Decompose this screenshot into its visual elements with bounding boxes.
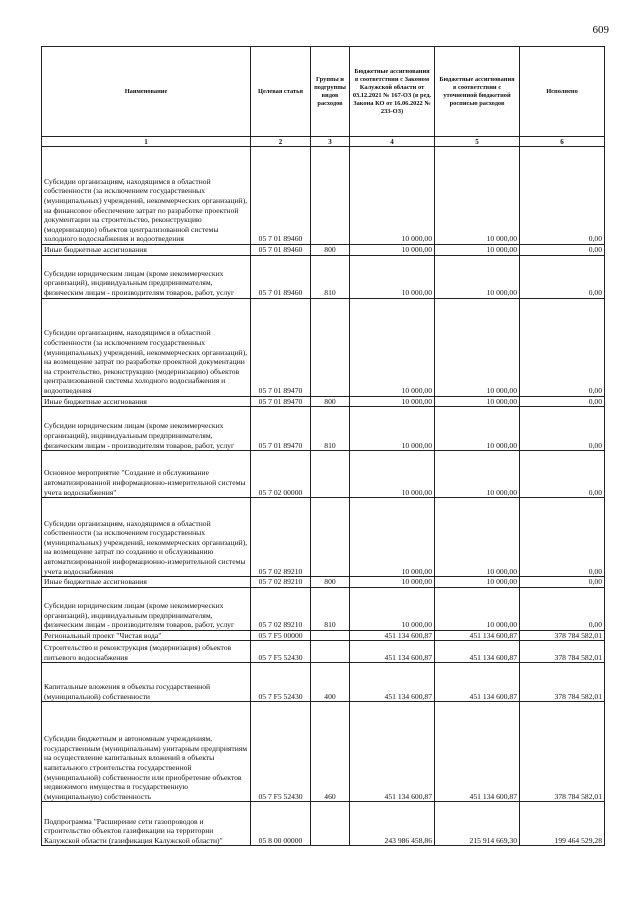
header-executed: Исполнено <box>520 47 605 137</box>
row-name-cell: Субсидии организациям, находящимся в областной собственности (за исключением государственных (муниципальных) учреждений, некоммерческих организаций), на возмещение затрат по созданию и обслуживанию автоматизированной информационно-измерительной системы учета водоснабжения <box>42 498 251 577</box>
row-code-cell: 05 7 F5 52430 <box>251 663 311 702</box>
table-body <box>42 147 605 846</box>
row-refined-amount-cell: 451 134 600,87 <box>435 702 520 802</box>
row-refined-amount-cell: 451 134 600,87 <box>435 663 520 702</box>
column-number-row <box>42 137 605 147</box>
table-row <box>42 245 605 256</box>
row-refined-amount-cell: 10 000,00 <box>435 587 520 630</box>
row-name-cell: Региональный проект "Чистая вода" <box>42 630 251 641</box>
row-name-cell: Иные бюджетные ассигнования <box>42 245 251 256</box>
row-name-cell: Субсидии бюджетным и автономным учреждениям, государственным (муниципальным) унитарным предприятиям на осуществление капитальных вложений в объекты капитального строительства государственной (муниципальной) собственности или приобретение объектов недвижимого имущества в государственную (муниципальную) собственность <box>42 702 251 802</box>
row-group-cell: 810 <box>311 407 350 451</box>
table-row <box>42 587 605 630</box>
row-group-cell: 800 <box>311 577 350 588</box>
row-executed-amount-cell: 199 464 529,28 <box>520 802 605 846</box>
row-law-amount-cell: 10 000,00 <box>350 147 435 245</box>
row-group-cell: 800 <box>311 396 350 407</box>
table-row <box>42 498 605 577</box>
row-name-cell: Строительство и реконструкция (модернизация) объектов питьевого водоснабжения <box>42 641 251 663</box>
row-executed-amount-cell: 0,00 <box>520 255 605 298</box>
row-law-amount-cell: 10 000,00 <box>350 498 435 577</box>
row-group-cell: 810 <box>311 255 350 298</box>
header-refined: Бюджетные ассигнования в соответствии с уточненной бюджетной росписью расходов <box>435 47 520 137</box>
row-group-cell <box>311 147 350 245</box>
row-law-amount-cell: 451 134 600,87 <box>350 663 435 702</box>
row-group-cell: 800 <box>311 245 350 256</box>
row-group-cell: 400 <box>311 663 350 702</box>
table-row <box>42 255 605 298</box>
row-code-cell: 05 7 02 89210 <box>251 498 311 577</box>
row-group-cell <box>311 298 350 396</box>
row-group-cell: 810 <box>311 587 350 630</box>
table-row <box>42 802 605 846</box>
column-number: 1 <box>42 137 251 147</box>
row-refined-amount-cell: 215 914 669,30 <box>435 802 520 846</box>
row-code-cell: 05 7 02 00000 <box>251 451 311 498</box>
row-executed-amount-cell: 0,00 <box>520 577 605 588</box>
row-group-cell <box>311 630 350 641</box>
column-number: 2 <box>251 137 311 147</box>
row-law-amount-cell: 10 000,00 <box>350 245 435 256</box>
row-refined-amount-cell: 10 000,00 <box>435 498 520 577</box>
column-number: 6 <box>520 137 605 147</box>
row-executed-amount-cell: 0,00 <box>520 451 605 498</box>
row-law-amount-cell: 10 000,00 <box>350 577 435 588</box>
row-refined-amount-cell: 10 000,00 <box>435 245 520 256</box>
row-name-cell: Капитальные вложения в объекты государственной (муниципальной) собственности <box>42 663 251 702</box>
column-number: 5 <box>435 137 520 147</box>
table-row <box>42 702 605 802</box>
row-name-cell: Субсидии юридическим лицам (кроме некоммерческих организаций), индивидуальным предпринимателям, физическим лицам - производителям товаров, работ, услуг <box>42 407 251 451</box>
row-refined-amount-cell: 10 000,00 <box>435 298 520 396</box>
row-group-cell <box>311 498 350 577</box>
row-code-cell: 05 7 01 89470 <box>251 298 311 396</box>
header-row <box>42 47 605 137</box>
column-number: 4 <box>350 137 435 147</box>
row-law-amount-cell: 10 000,00 <box>350 298 435 396</box>
row-group-cell <box>311 802 350 846</box>
row-name-cell: Подпрограмма "Расширение сети газопроводов и строительство объектов газификации на территории Калужской области (газификация Калужской области)" <box>42 802 251 846</box>
table-row <box>42 407 605 451</box>
row-code-cell: 05 7 F5 52430 <box>251 641 311 663</box>
row-executed-amount-cell: 0,00 <box>520 245 605 256</box>
row-code-cell: 05 7 F5 52430 <box>251 702 311 802</box>
row-code-cell: 05 7 01 89460 <box>251 245 311 256</box>
row-name-cell: Основное мероприятие "Создание и обслуживание автоматизированной информационно-измерительной системы учета водоснабжения" <box>42 451 251 498</box>
row-refined-amount-cell: 10 000,00 <box>435 396 520 407</box>
table-row <box>42 641 605 663</box>
row-group-cell <box>311 641 350 663</box>
row-refined-amount-cell: 10 000,00 <box>435 577 520 588</box>
row-group-cell <box>311 451 350 498</box>
row-refined-amount-cell: 10 000,00 <box>435 255 520 298</box>
row-executed-amount-cell: 378 784 582,01 <box>520 630 605 641</box>
column-number: 3 <box>311 137 350 147</box>
row-name-cell: Иные бюджетные ассигнования <box>42 577 251 588</box>
row-name-cell: Субсидии организациям, находящимся в областной собственности (за исключением государственных (муниципальных) учреждений, некоммерческих организаций), на финансовое обеспечение затрат по разработке проектной документации на строительство, реконструкцию (модернизацию) объектов централизованной системы холодного водоснабжения и водоотведения <box>42 147 251 245</box>
header-group: Группы и подгруппы видов расходов <box>311 47 350 137</box>
row-code-cell: 05 7 01 89470 <box>251 407 311 451</box>
table-row <box>42 577 605 588</box>
row-executed-amount-cell: 0,00 <box>520 498 605 577</box>
row-code-cell: 05 7 01 89460 <box>251 255 311 298</box>
row-code-cell: 05 7 01 89470 <box>251 396 311 407</box>
row-law-amount-cell: 10 000,00 <box>350 396 435 407</box>
header-name: Наименование <box>42 47 251 137</box>
row-executed-amount-cell: 378 784 582,01 <box>520 641 605 663</box>
row-executed-amount-cell: 0,00 <box>520 147 605 245</box>
row-group-cell: 460 <box>311 702 350 802</box>
row-executed-amount-cell: 378 784 582,01 <box>520 702 605 802</box>
table-row <box>42 298 605 396</box>
table-row <box>42 630 605 641</box>
row-refined-amount-cell: 451 134 600,87 <box>435 641 520 663</box>
row-name-cell: Субсидии юридическим лицам (кроме некоммерческих организаций), индивидуальным предпринимателям, физическим лицам - производителям товаров, работ, услуг <box>42 587 251 630</box>
row-law-amount-cell: 451 134 600,87 <box>350 641 435 663</box>
page-number: 609 <box>592 24 609 36</box>
row-executed-amount-cell: 378 784 582,01 <box>520 663 605 702</box>
row-code-cell: 05 7 01 89460 <box>251 147 311 245</box>
row-refined-amount-cell: 451 134 600,87 <box>435 630 520 641</box>
header-code: Целевая статья <box>251 47 311 137</box>
row-law-amount-cell: 451 134 600,87 <box>350 702 435 802</box>
row-law-amount-cell: 10 000,00 <box>350 451 435 498</box>
table-row <box>42 147 605 245</box>
row-code-cell: 05 7 02 89210 <box>251 587 311 630</box>
row-executed-amount-cell: 0,00 <box>520 407 605 451</box>
row-name-cell: Субсидии юридическим лицам (кроме некоммерческих организаций), индивидуальным предпринимателям, физическим лицам - производителям товаров, работ, услуг <box>42 255 251 298</box>
row-refined-amount-cell: 10 000,00 <box>435 147 520 245</box>
row-code-cell: 05 7 02 89210 <box>251 577 311 588</box>
table-row <box>42 396 605 407</box>
row-law-amount-cell: 243 986 458,86 <box>350 802 435 846</box>
row-refined-amount-cell: 10 000,00 <box>435 407 520 451</box>
row-name-cell: Субсидии организациям, находящимся в областной собственности (за исключением государственных (муниципальных) учреждений, некоммерческих организаций), на возмещение затрат по разработке проектной документации на строительство, реконструкцию (модернизацию) объектов централизованной системы холодного водоснабжения и водоотведения <box>42 298 251 396</box>
row-law-amount-cell: 451 134 600,87 <box>350 630 435 641</box>
row-law-amount-cell: 10 000,00 <box>350 255 435 298</box>
row-law-amount-cell: 10 000,00 <box>350 587 435 630</box>
row-executed-amount-cell: 0,00 <box>520 298 605 396</box>
row-code-cell: 05 8 00 00000 <box>251 802 311 846</box>
budget-table <box>41 46 605 846</box>
row-law-amount-cell: 10 000,00 <box>350 407 435 451</box>
row-name-cell: Иные бюджетные ассигнования <box>42 396 251 407</box>
row-executed-amount-cell: 0,00 <box>520 587 605 630</box>
row-executed-amount-cell: 0,00 <box>520 396 605 407</box>
row-code-cell: 05 7 F5 00000 <box>251 630 311 641</box>
table-row <box>42 451 605 498</box>
row-refined-amount-cell: 10 000,00 <box>435 451 520 498</box>
table-row <box>42 663 605 702</box>
header-law: Бюджетные ассигнования в соответствии с Законом Калужской области от 03.12.2021 № 167-ОЗ (в ред. Закона КО от 16.06.2022 № 233-ОЗ) <box>350 47 435 137</box>
